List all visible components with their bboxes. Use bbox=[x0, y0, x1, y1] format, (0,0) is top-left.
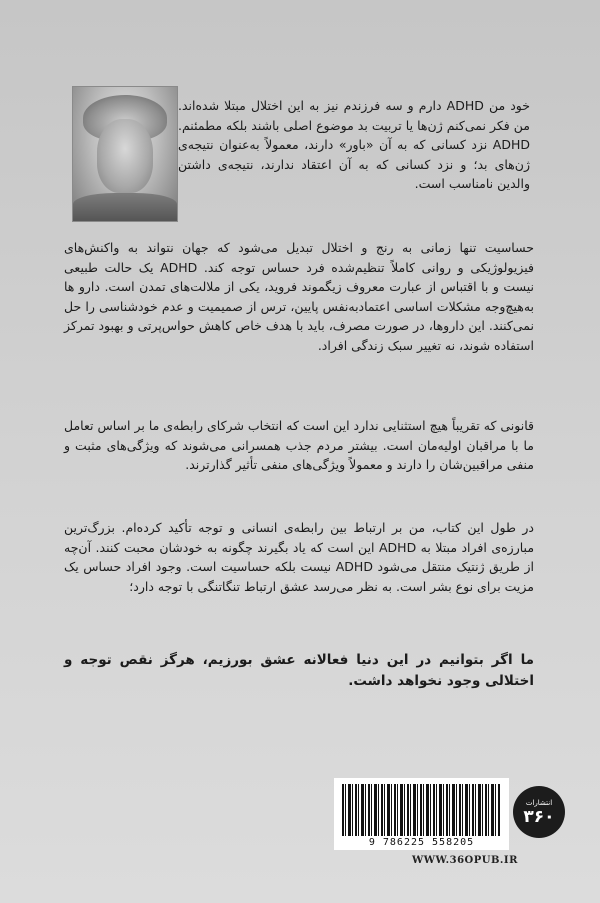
isbn-barcode bbox=[334, 778, 509, 850]
paragraph-4: در طول این کتاب، من بر ارتباط بین رابطه‌ی انسانی و توجه تأکید کرده‌ام. بزرگ‌ترین مبارزه‌ی افراد مبتلا به ADHD این است که یاد بگیرند چگونه به خودشان محبت کنند. آن‌چه از طریق ژنتیک منتقل می‌شود ADHD نیست بلکه حساسیت است. وجود افراد حساس یک مزیت برای نوع بشر است. به نظر می‌رسد عشق ارتباط تنگاتنگی با توجه دارد؛ bbox=[64, 520, 535, 594]
barcode-bars bbox=[342, 784, 500, 836]
publisher-number: ۳۶۰ bbox=[523, 806, 555, 827]
barcode-number: 9 786225 558205 bbox=[368, 837, 475, 848]
paragraph-2: حساسیت تنها زمانی به رنج و اختلال تبدیل می‌شود که جهان نتواند به واکنش‌های فیزیولوژیکی و روانی کاملاً تنظیم‌شده فرد حساس توجه کند. ADHD یک حالت طبیعی نیست و با اقتباس از عبارت معروف زیگموند فروید، یکی از ملالت‌های تمدن است. دارو ها به‌هیچ‌وجه مشکلات اساسی اعتمادبه‌نفس پایین، ترس از صمیمیت و عدم خودشناسی را حل نمی‌کنند. این داروها، در صورت مصرف، باید با هدف خاص کاهش حواس‌پرتی و بهبود تمرکز استفاده شوند، نه تغییر سبک زندگی افراد. bbox=[64, 240, 534, 353]
author-photo bbox=[72, 86, 178, 222]
publisher-logo bbox=[513, 786, 565, 838]
closing-quote: ما اگر بتوانیم در این دنیا فعالانه عشق بورزیم، هرگز نقص توجه و اختلالی وجود نخواهد داشت. bbox=[64, 652, 534, 689]
paragraph-1: خود من ADHD دارم و سه فرزندم نیز به این اختلال مبتلا شده‌اند. من فکر نمی‌کنم ژن‌ها یا تربیت بد موضوع اصلی باشند بلکه مطمئنم. ADHD نزد کسانی که به آن «باور» دارند، معمولاً به‌عنوان نتیجه‌ی ژن‌های بد؛ و نزد کسانی که به آن اعتقاد ندارند، نتیجه‌ی داشتن والدین نامناسب است. bbox=[178, 98, 530, 192]
publisher-url: WWW.36OPUB.IR bbox=[412, 855, 518, 866]
author-face bbox=[97, 119, 153, 193]
publisher-name: انتشارات bbox=[525, 798, 553, 807]
paragraph-3: قانونی که تقریباً هیچ استثنایی ندارد این است که انتخاب شرکای رابطه‌ی ما بر اساس تعامل ما با مراقبان اولیه‌مان است. بیشتر مردم جذب همسرانی می‌شوند که ویژگی‌های مثبت و منفی مراقبین‌شان را دارند و معمولاً ویژگی‌های منفی تأثیر گذارترند. bbox=[64, 418, 534, 473]
author-shirt bbox=[73, 193, 177, 221]
